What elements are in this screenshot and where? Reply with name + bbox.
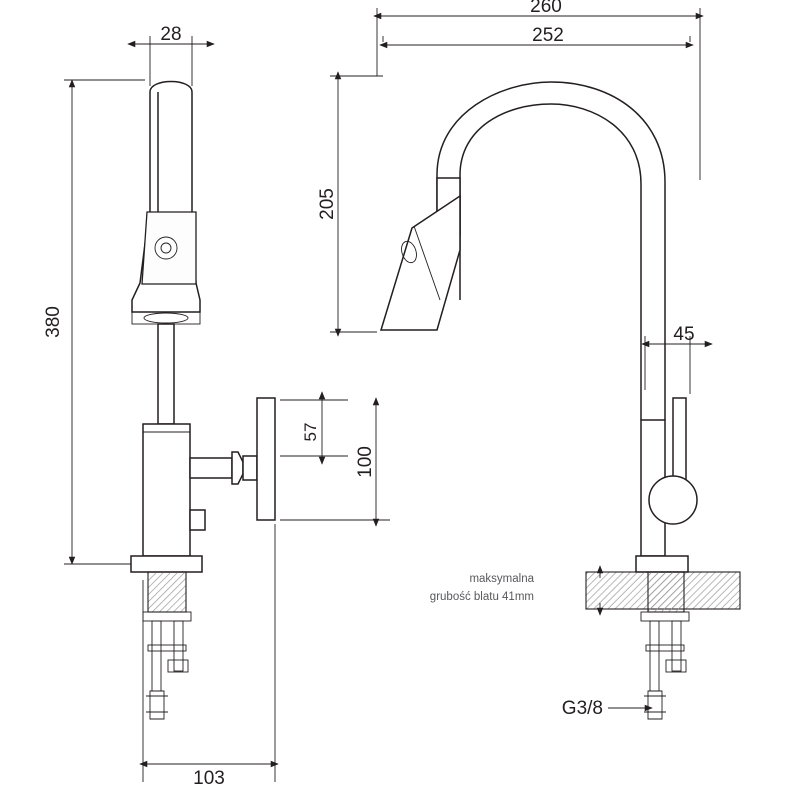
dim-57-label: 57 (301, 422, 320, 442)
front-view-faucet (131, 82, 275, 720)
dimension-reach-inner (380, 25, 693, 46)
dim-380-label: 380 (43, 306, 64, 338)
dimension-spout-height (317, 72, 383, 336)
worktop-note-line2: grubość blatu 41mm (429, 591, 534, 603)
worktop-note-line1: maksymalna (469, 573, 534, 585)
dimension-spout-diameter (128, 24, 214, 86)
dim-205-label: 205 (317, 188, 338, 220)
dim-260-label: 260 (530, 0, 562, 17)
thread-callout (562, 698, 652, 719)
dim-100-label: 100 (355, 446, 376, 478)
dimension-handle-heights (280, 392, 390, 526)
dim-28-label: 28 (160, 24, 182, 45)
worktop-thickness-note (430, 566, 600, 615)
dim-252-label: 252 (532, 25, 564, 46)
dim-g38-label: G3/8 (561, 698, 603, 719)
dimension-total-height (43, 80, 145, 564)
dim-103-label: 103 (193, 768, 225, 789)
side-view-faucet (381, 82, 740, 719)
dim-45-label: 45 (673, 324, 695, 345)
